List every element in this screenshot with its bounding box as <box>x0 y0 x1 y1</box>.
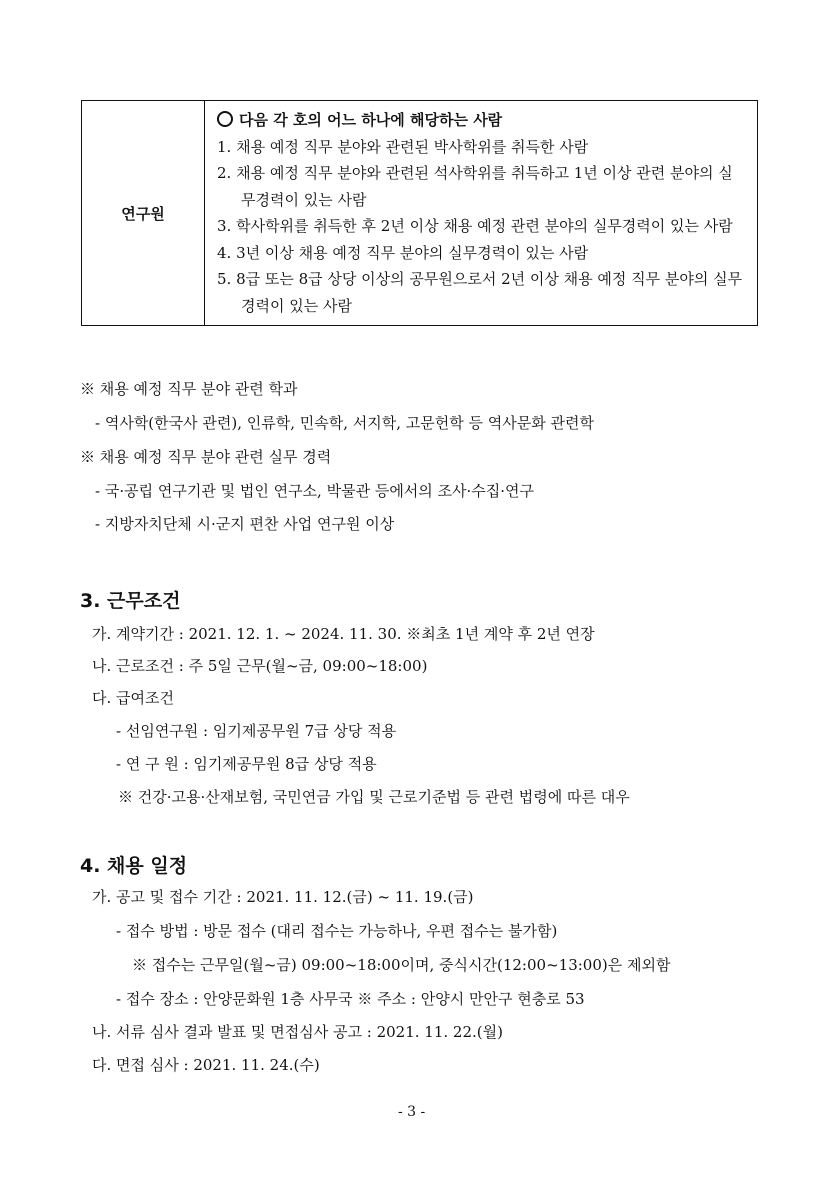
experience-note-item-2: - 지방자치단체 시·군지 편찬 사업 연구원 이상 <box>95 515 395 533</box>
application-period: 가. 공고 및 접수 기간 : 2021. 11. 12.(금) ~ 11. 19.(금) <box>92 888 474 906</box>
pay-title: 다. 급여조건 <box>92 689 174 707</box>
condition-item-5: 5. 8급 또는 8급 상당 이상의 공무원으로서 2년 이상 채용 예정 직무 분야의 실무경력이 있는 사람 <box>217 270 743 315</box>
pay-senior: - 선임연구원 : 임기제공무원 7급 상당 적용 <box>116 722 397 740</box>
majors-note-title: ※ 채용 예정 직무 분야 관련 학과 <box>80 380 298 398</box>
circle-bullet-icon <box>217 111 233 127</box>
experience-note-title: ※ 채용 예정 직무 분야 관련 실무 경력 <box>80 448 332 466</box>
qualification-table <box>81 100 758 326</box>
section-3-title: 3. 근무조건 <box>80 590 181 612</box>
condition-cell <box>205 101 758 326</box>
condition-item-4: 4. 3년 이상 채용 예정 직무 분야의 실무경력이 있는 사람 <box>217 243 589 262</box>
contract-period: 가. 계약기간 : 2021. 12. 1. ~ 2024. 11. 30. ※최초 1년 계약 후 2년 연장 <box>92 625 595 643</box>
application-method: - 접수 방법 : 방문 접수 (대리 접수는 가능하나, 우편 접수는 불가함) <box>116 922 558 940</box>
condition-item-3: 3. 학사학위를 취득한 후 2년 이상 채용 예정 관련 분야의 실무경력이 있는 사람 <box>217 217 733 235</box>
work-hours: 나. 근로조건 : 주 5일 근무(월~금, 09:00~18:00) <box>92 657 428 675</box>
interview-date: 다. 면접 심사 : 2021. 11. 24.(수) <box>92 1056 320 1074</box>
condition-head: 다음 각 호의 어느 하나에 해당하는 사람 <box>217 107 747 134</box>
majors-note-item: - 역사학(한국사 관련), 인류학, 민속학, 서지학, 고문헌학 등 역사문화 관련학 <box>95 414 594 432</box>
pay-researcher: - 연 구 원 : 임기제공무원 8급 상당 적용 <box>116 755 377 773</box>
application-method-note: ※ 접수는 근무일(월~금) 09:00~18:00이며, 중식시간(12:00~13:00)은 제외함 <box>132 956 671 974</box>
pay-note: ※ 건강·고용·산재보험, 국민연금 가입 및 근로기준법 등 관련 법령에 따른 대우 <box>118 788 630 806</box>
screening-announcement: 나. 서류 심사 결과 발표 및 면접심사 공고 : 2021. 11. 22.(월) <box>92 1023 503 1041</box>
application-place: - 접수 장소 : 안양문화원 1층 사무국 ※ 주소 : 안양시 만안구 현충로 53 <box>116 990 585 1008</box>
page-number: - 3 - <box>398 1104 426 1120</box>
section-4-title: 4. 채용 일정 <box>80 855 188 877</box>
condition-item-1: 1. 채용 예정 직무 분야와 관련된 박사학위를 취득한 사람 <box>217 137 589 156</box>
condition-item-2: 2. 채용 예정 직무 분야와 관련된 석사학위를 취득하고 1년 이상 관련 분야의 실무경력이 있는 사람 <box>217 164 733 209</box>
role-cell: 연구원 <box>82 101 205 326</box>
experience-note-item-1: - 국·공립 연구기관 및 법인 연구소, 박물관 등에서의 조사·수집·연구 <box>95 482 535 500</box>
